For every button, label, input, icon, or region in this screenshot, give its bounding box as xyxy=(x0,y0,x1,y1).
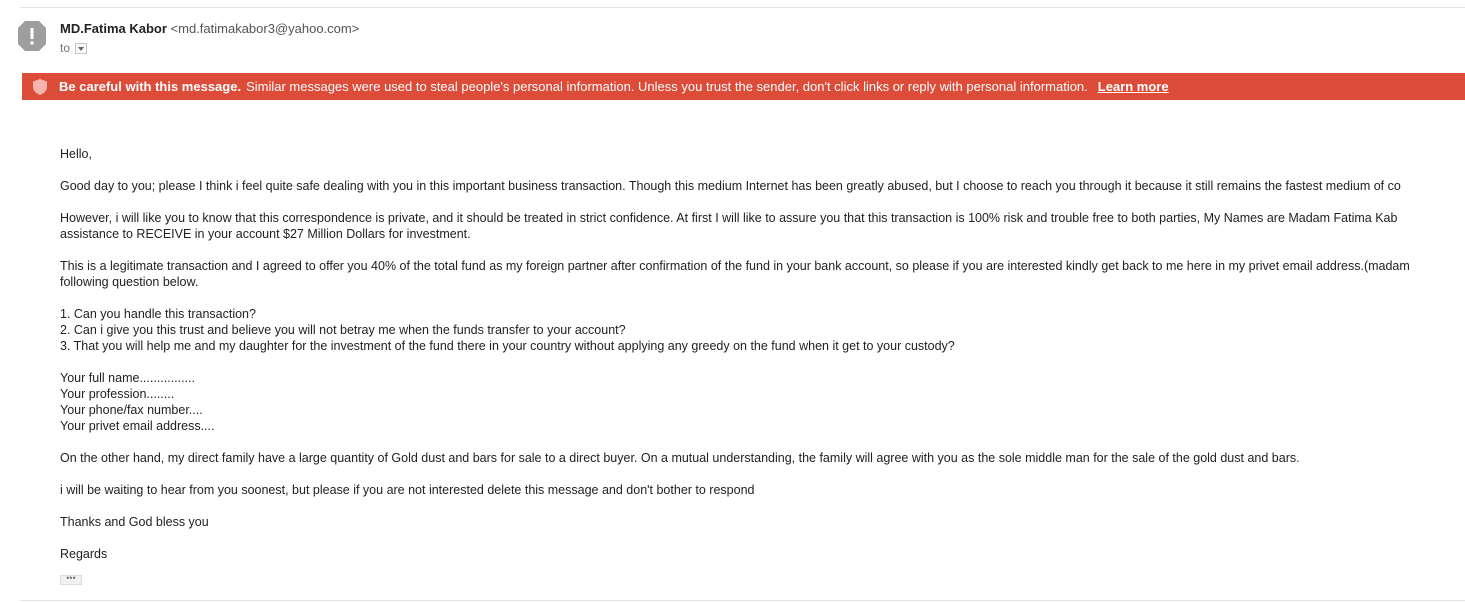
question-item: 3. That you will help me and my daughter for the investment of the fund there in your country without applying any greedy on the fund when it get to your custody? xyxy=(60,339,955,353)
greeting: Hello, xyxy=(60,147,92,161)
paragraph-3-line-2: following question below. xyxy=(60,275,199,289)
paragraph-1: Good day to you; please I think i feel quite safe dealing with you in this important business transaction. Though this medium Internet has been greatly abused, but I choose to reach you through it because it still remains the fastest medium of co xyxy=(60,179,1401,193)
warning-title: Be careful with this message. xyxy=(59,79,242,94)
sender-email: <md.fatimakabor3@yahoo.com> xyxy=(170,21,360,36)
question-list xyxy=(60,306,1465,354)
paragraph-2 xyxy=(60,210,1465,242)
paragraph-6: Thanks and God bless you xyxy=(60,515,209,529)
learn-more-link[interactable]: Learn more xyxy=(1097,79,1169,94)
show-trimmed-content-button[interactable]: ••• xyxy=(60,575,82,585)
to-label: to xyxy=(60,41,71,55)
paragraph-2-line-1: However, i will like you to know that this correspondence is private, and it should be treated in strict confidence. At first I will like to assure you that this transaction is 100% risk and trouble free to both parties, My Names are Madam Fatima Kab xyxy=(60,211,1398,225)
warning-avatar-icon xyxy=(17,20,47,52)
warning-text: Similar messages were used to steal people's personal information. Unless you trust the sender, don't click links or reply with personal information. xyxy=(246,79,1088,94)
top-divider xyxy=(20,7,1465,8)
form-field-list xyxy=(60,370,1465,434)
question-item: 1. Can you handle this transaction? xyxy=(60,307,256,321)
sender-line xyxy=(60,21,359,36)
phishing-warning-banner xyxy=(22,73,1465,100)
sender-name[interactable]: MD.Fatima Kabor xyxy=(60,21,167,36)
paragraph-3 xyxy=(60,258,1465,290)
form-field-item: Your profession........ xyxy=(60,387,175,401)
question-item: 2. Can i give you this trust and believe you will not betray me when the funds transfer to your account? xyxy=(60,323,626,337)
bottom-divider xyxy=(20,600,1465,601)
paragraph-4: On the other hand, my direct family have a large quantity of Gold dust and bars for sale to a direct buyer. On a mutual understanding, the family will agree with you as the sole middle man for the sale of the gold dust and bars. xyxy=(60,451,1300,465)
recipient-details-dropdown[interactable] xyxy=(75,43,87,54)
shield-icon xyxy=(33,79,47,95)
paragraph-2-line-2: assistance to RECEIVE in your account $27 Million Dollars for investment. xyxy=(60,227,471,241)
form-field-item: Your privet email address.... xyxy=(60,419,215,433)
paragraph-3-line-1: This is a legitimate transaction and I agreed to offer you 40% of the total fund as my foreign partner after confirmation of the fund in your bank account, so please if you are interested kindly get back to me here in my privet email address.(madam xyxy=(60,259,1410,273)
recipient-line xyxy=(60,41,87,55)
paragraph-7: Regards xyxy=(60,547,108,561)
form-field-item: Your phone/fax number.... xyxy=(60,403,203,417)
message-body xyxy=(60,146,1465,578)
form-field-item: Your full name................ xyxy=(60,371,196,385)
paragraph-5: i will be waiting to hear from you soonest, but please if you are not interested delete this message and don't bother to respond xyxy=(60,483,755,497)
